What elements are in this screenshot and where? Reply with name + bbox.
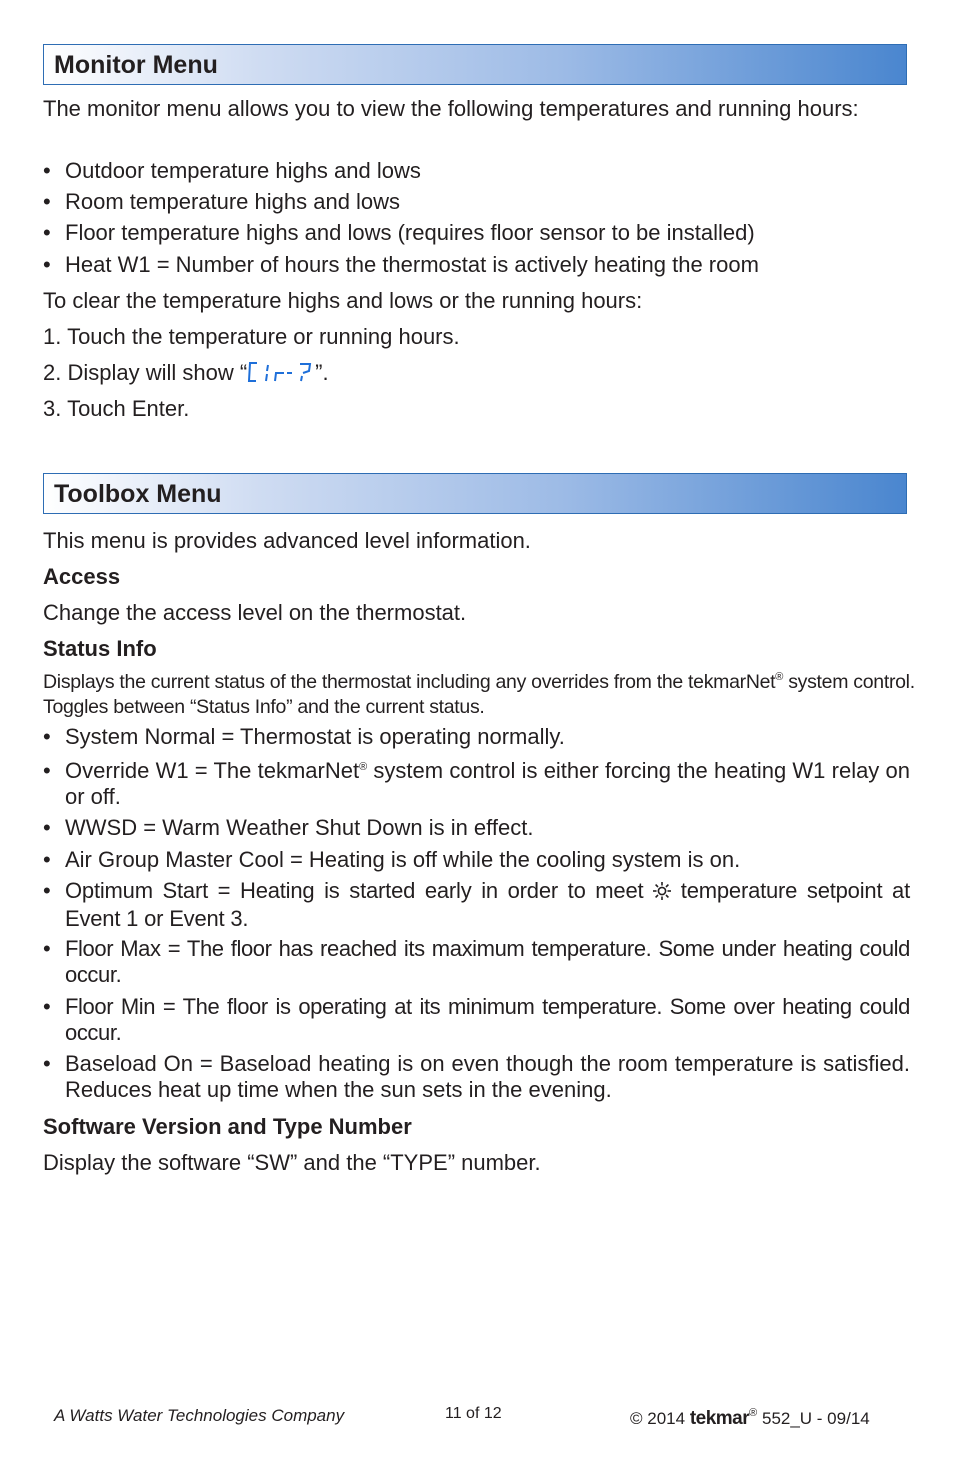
- list-item: • Baseload On = Baseload heating is on even though the room temperature is satisfied. Reduces heat up time when the sun sets in the evening.: [43, 1051, 910, 1102]
- step-1: 1. Touch the temperature or running hours.: [43, 324, 460, 349]
- clear-intro: To clear the temperature highs and lows or the running hours:: [43, 288, 643, 313]
- tekmar-logo: tekmar: [689, 1408, 750, 1429]
- list-item: • Floor Max = The floor has reached its maximum temperature. Some under heating could occur.: [43, 936, 910, 987]
- list-item: • Override W1 = The tekmarNet® system control is either forcing the heating W1 relay on or off.: [43, 758, 911, 809]
- monitor-menu-title: Monitor Menu: [54, 51, 218, 79]
- status-info-heading: Status Info: [43, 636, 157, 661]
- toolbox-intro: This menu is provides advanced level information.: [43, 528, 531, 553]
- monitor-intro: The monitor menu allows you to view the following temperatures and running hours:: [43, 96, 859, 121]
- page-number: 11 of 12: [445, 1405, 502, 1422]
- step-3: 3. Touch Enter.: [43, 396, 190, 421]
- list-item: • System Normal = Thermostat is operating normally.: [43, 724, 565, 749]
- list-item: • Outdoor temperature highs and lows: [43, 158, 421, 183]
- monitor-menu-header: [43, 44, 907, 85]
- lcd-clr-display-icon: [247, 361, 315, 389]
- software-text: Display the software “SW” and the “TYPE” number.: [43, 1150, 541, 1175]
- footer-copyright: © 2014 tekmar® 552_U - 09/14: [630, 1407, 870, 1429]
- list-item: • Room temperature highs and lows: [43, 189, 401, 214]
- list-item: • WWSD = Warm Weather Shut Down is in effect.: [43, 815, 534, 840]
- software-heading: Software Version and Type Number: [43, 1114, 412, 1139]
- list-item: • Floor temperature highs and lows (requires floor sensor to be installed): [43, 220, 755, 245]
- step-2: 2. Display will show “ ”.: [43, 360, 329, 389]
- list-item: • Optimum Start = Heating is started early in order to meet temperature setpoint at Event 1 or Event 3.: [43, 878, 910, 931]
- footer-company: A Watts Water Technologies Company: [54, 1406, 345, 1425]
- list-item: • Air Group Master Cool = Heating is off while the cooling system is on.: [43, 847, 741, 872]
- sun-icon: [653, 880, 671, 906]
- status-info-text: Displays the current status of the thermostat including any overrides from the tekmarNet® system control. Toggles between “Status Info” and the current status.: [43, 671, 915, 718]
- list-item: • Heat W1 = Number of hours the thermostat is actively heating the room: [43, 252, 759, 277]
- list-item: • Floor Min = The floor is operating at its minimum temperature. Some over heating could occur.: [43, 994, 910, 1045]
- toolbox-menu-title: Toolbox Menu: [54, 480, 222, 508]
- access-heading: Access: [43, 564, 121, 589]
- toolbox-menu-header: [43, 473, 907, 514]
- access-text: Change the access level on the thermostat.: [43, 600, 467, 625]
